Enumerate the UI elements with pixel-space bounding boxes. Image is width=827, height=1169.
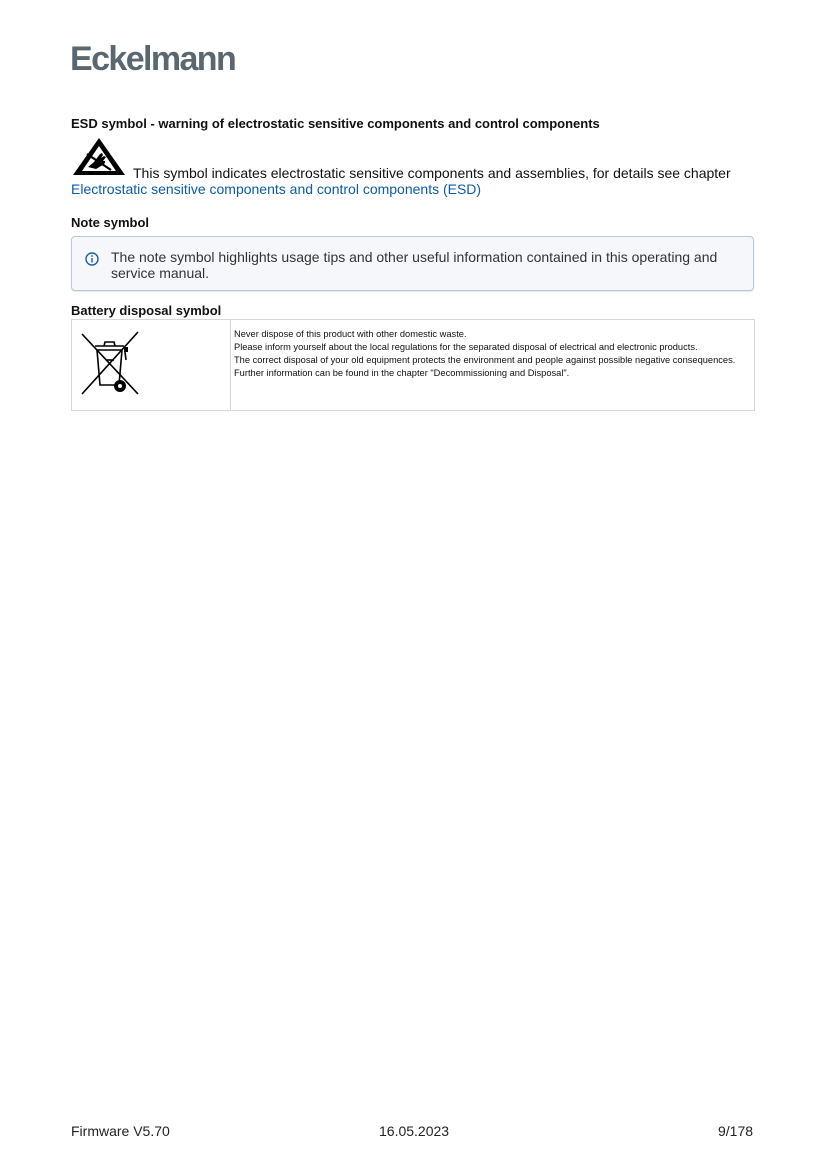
battery-line-2: Please inform yourself about the local regulations for the separated disposal of electrical and electronic products. bbox=[234, 342, 698, 352]
footer-firmware: Firmware V5.70 bbox=[71, 1123, 170, 1139]
esd-heading: ESD symbol - warning of electrostatic sensitive components and control components bbox=[71, 116, 600, 131]
battery-icon-cell bbox=[72, 320, 231, 410]
footer-date: 16.05.2023 bbox=[379, 1123, 450, 1139]
esd-warning-icon bbox=[71, 136, 127, 176]
battery-line-1: Never dispose of this product with other domestic waste. bbox=[234, 329, 467, 339]
battery-table bbox=[71, 319, 755, 411]
note-text: The note symbol highlights usage tips and other useful information contained in this operating and service manual. bbox=[111, 249, 718, 281]
battery-description bbox=[234, 328, 749, 380]
battery-line-3: The correct disposal of your old equipment protects the environment and people against possible negative consequences. Further information can be found in the chapter "Decommissioning and Disposal". bbox=[234, 355, 736, 378]
footer-page-number: 9/178 bbox=[718, 1123, 754, 1139]
note-heading: Note symbol bbox=[71, 215, 150, 230]
note-box bbox=[71, 236, 754, 291]
esd-chapter-link[interactable]: Electrostatic sensitive components and control components (ESD) bbox=[71, 181, 482, 197]
info-icon bbox=[85, 252, 99, 266]
battery-heading: Battery disposal symbol bbox=[71, 303, 222, 318]
crossed-out-wheelie-bin-icon bbox=[78, 330, 140, 396]
eckelmann-logo: Eckelmann bbox=[70, 40, 236, 78]
esd-text: This symbol indicates electrostatic sensitive components and assemblies, for details see chapter bbox=[133, 165, 731, 181]
